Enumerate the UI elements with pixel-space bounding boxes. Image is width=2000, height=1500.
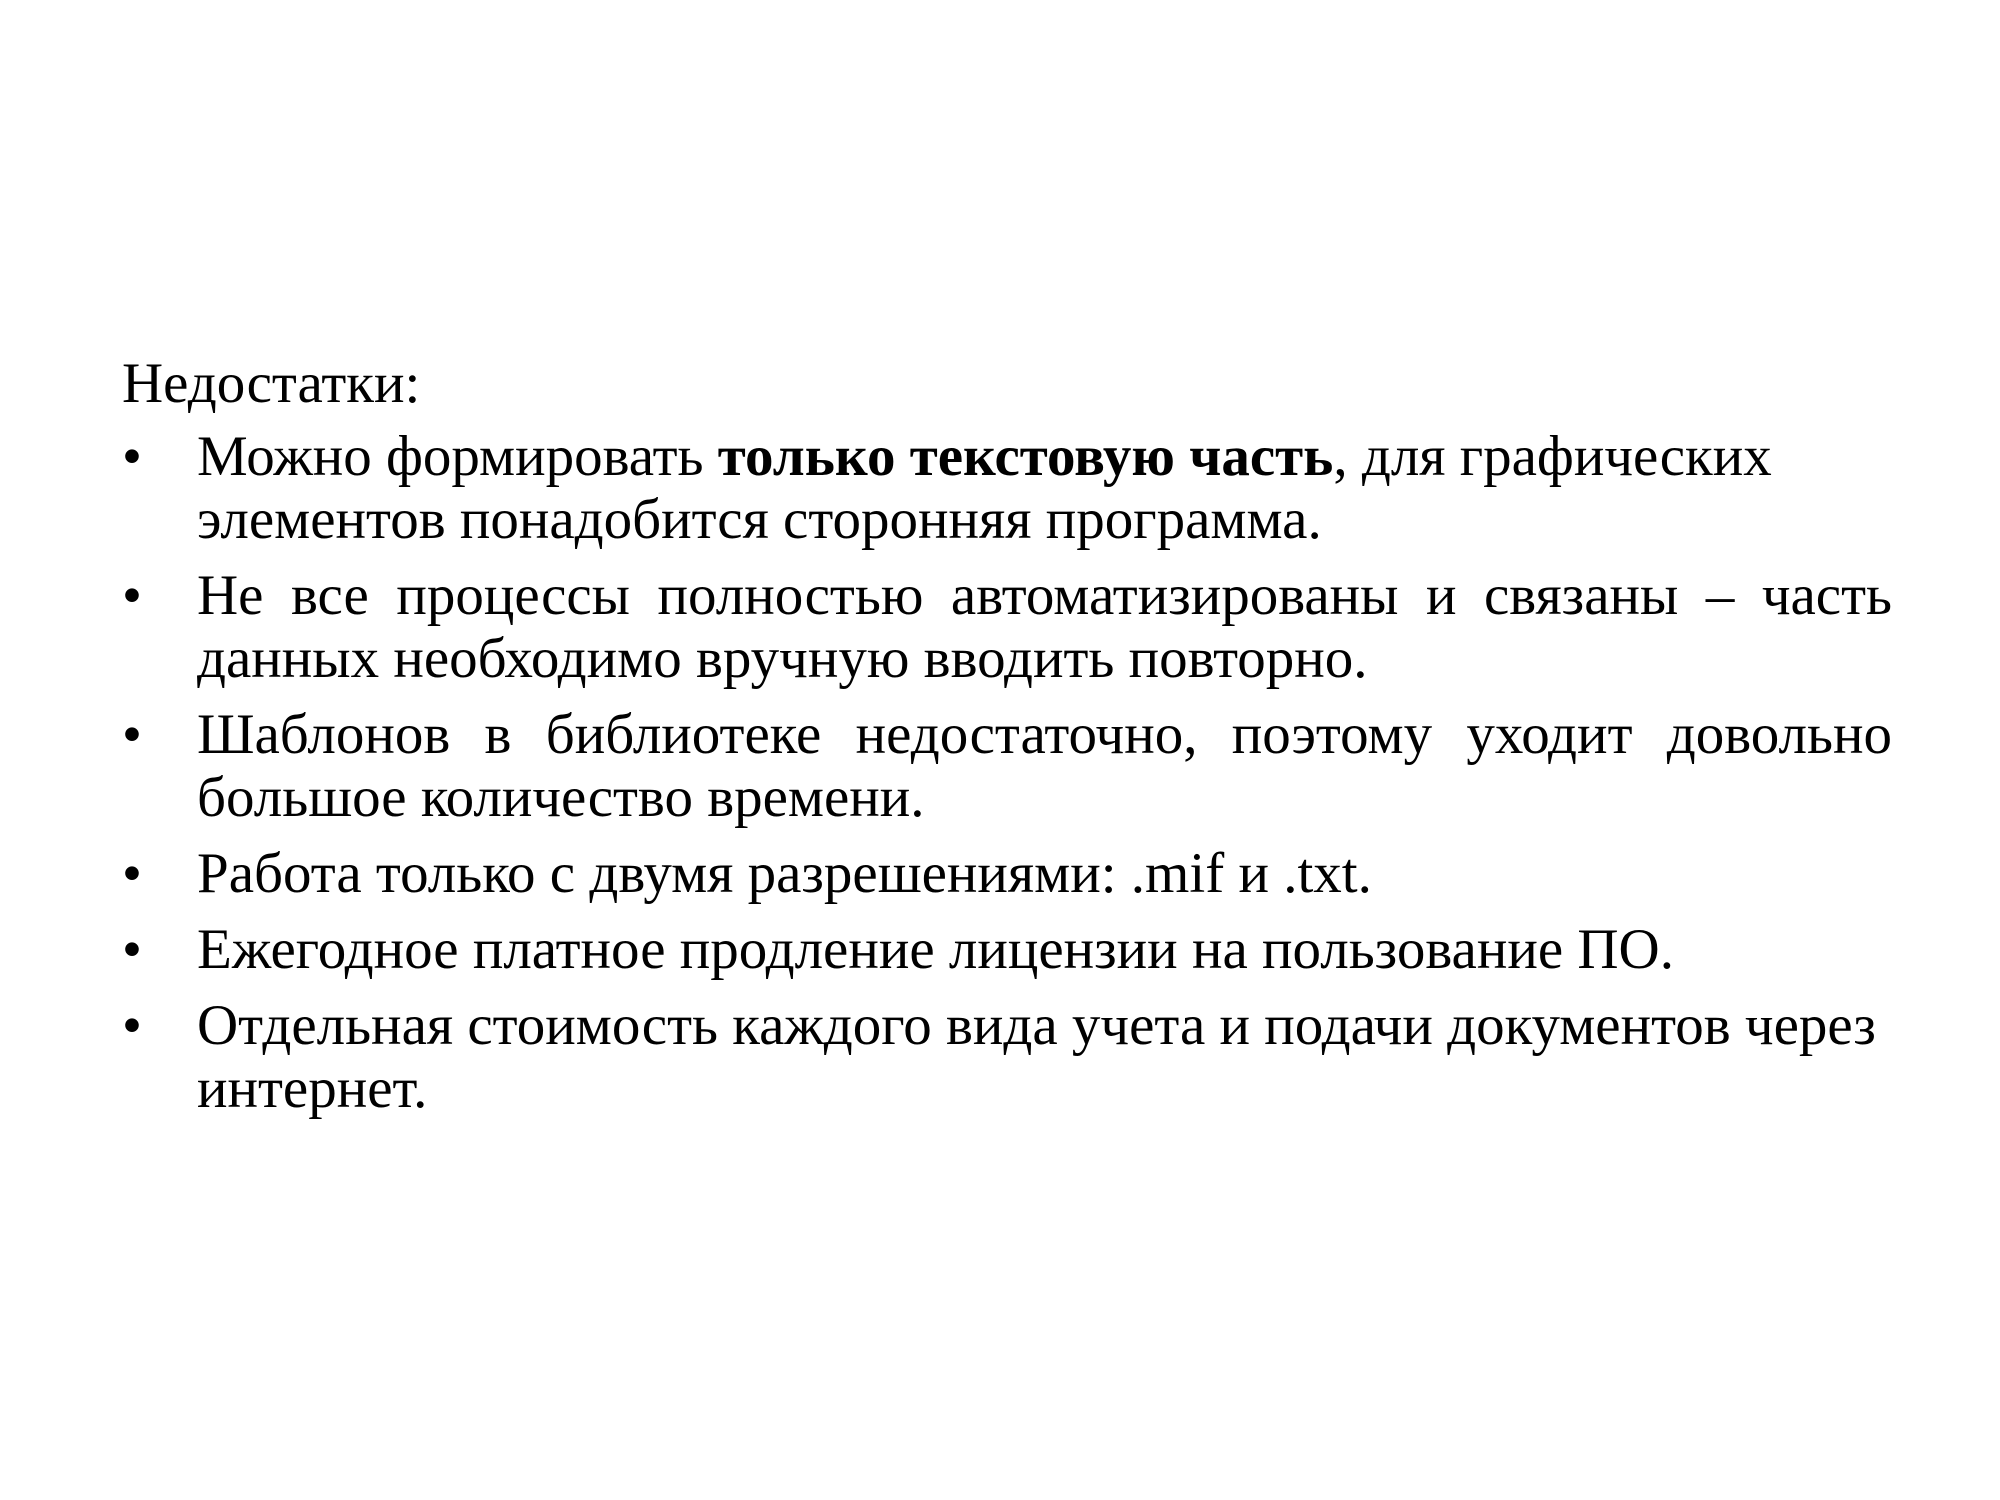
bullet-icon: • [122,564,142,627]
bullet-icon: • [122,842,142,905]
list-item [122,994,1892,1120]
item-text: Отдельная стоимость каждого вида учета и подачи документов через интернет. [197,994,1876,1120]
item-text: Шаблонов в библиотеке недостаточно, поэтому уходит довольно большое количество времени. [197,703,1892,829]
bullet-icon: • [122,703,142,766]
list-item [122,703,1892,829]
list-item [122,918,1892,981]
bullet-icon: • [122,425,142,488]
list-item [122,425,1892,551]
list-item [122,842,1892,905]
item-text-bold: только текстовую часть [717,425,1334,488]
item-text-start: Можно формировать [197,425,718,488]
bullet-list [122,425,1892,1120]
slide-heading: Недостатки: [122,352,421,415]
bullet-icon: • [122,994,142,1057]
item-text-end: , для графических элементов понадобится сторонняя программа. [197,425,1772,551]
list-item [122,564,1892,690]
bullet-icon: • [122,918,142,981]
item-text: Не все процессы полностью автоматизированы и связаны – часть данных необходимо вручную вводить повторно. [197,564,1892,690]
item-text: Ежегодное платное продление лицензии на пользование ПО. [197,918,1674,981]
slide-content [122,352,1892,1133]
item-text: Работа только с двумя разрешениями: .mif и .txt. [197,842,1372,905]
